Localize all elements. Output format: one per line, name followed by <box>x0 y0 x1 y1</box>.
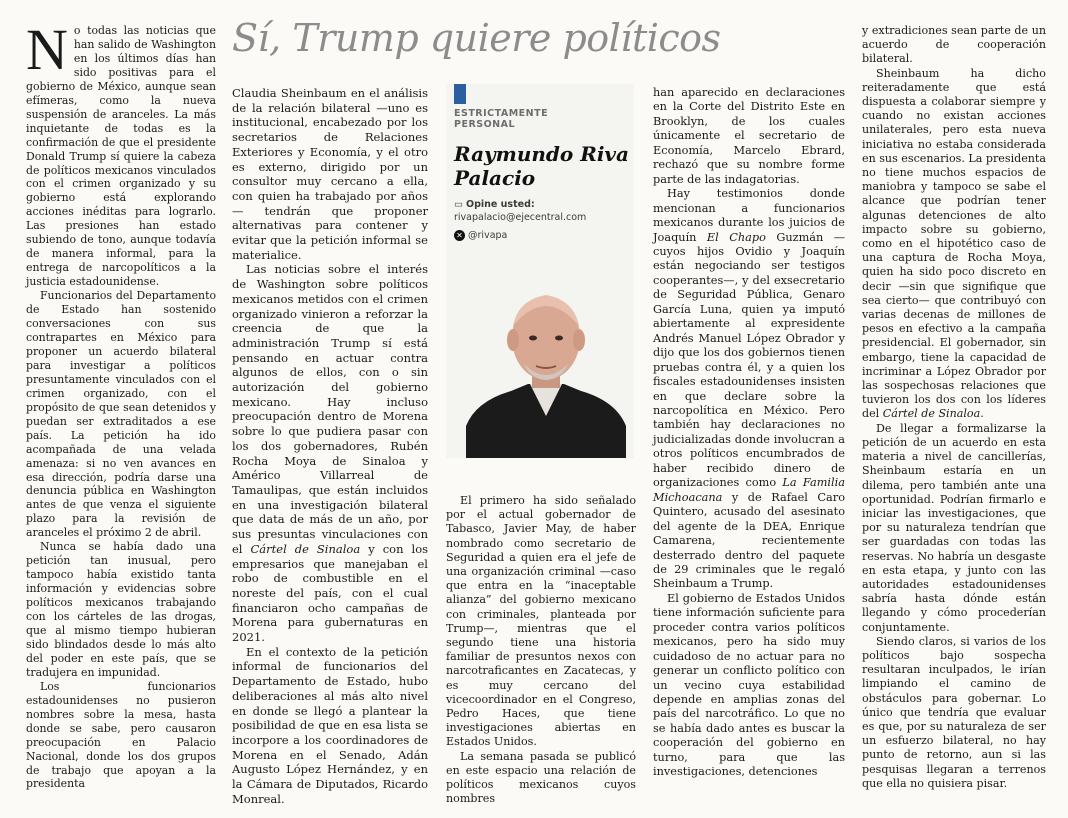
column-4 <box>653 86 845 780</box>
author-photo <box>466 266 626 458</box>
paragraph-3-2: La semana pasada se publicó en este espacio una relación de políticos mexicanos cuyos nombres <box>446 749 636 806</box>
italic-cartel-name: Cártel de Sinaloa <box>882 407 981 421</box>
italic-nickname: El Chapo <box>706 230 766 244</box>
section-marker <box>454 84 466 104</box>
drop-cap: N <box>26 17 68 82</box>
author-email[interactable]: rivapalacio@ejecentral.com <box>454 212 587 223</box>
column-3 <box>446 494 636 806</box>
paragraph-3-1: El primero ha sido señalado por el actual gobernador de Tabasco, Javier May, de haber nombrado como secretario de Seguridad a quien era el jefe de una organización criminal —caso que entra en la “inaceptable alianza” del gobierno mexicano con criminales, planteada por Trump—, mientras que el segundo tiene una historia familiar de presuntos nexos con narcotraficantes en Zacatecas, y es muy cercano del vicecoordinador en el Congreso, Pedro Haces, que tiene investigaciones abiertas en Estados Unidos. <box>446 494 636 749</box>
paragraph-1-1: No todas las noticias que han salido de Washington en los últimos días han sido positivas para el gobierno de México, aunque sean efímeras, como la nueva suspensión de aranceles. La más inquietante de todas es la confirmación de que el presidente Donald Trump sí quiere la cabeza de políticos mexicanos vinculados con el crimen organizado y su gobierno está explorando acciones inéditas para lograrlo. Las presiones han estado subiendo de tono, aunque todavía de manera informal, para la entrega de narcopolíticos a la justicia estadounidense. <box>26 17 216 289</box>
column-5 <box>862 24 1046 791</box>
paragraph-1-2: Funcionarios del Departamento de Estado han sostenido conversaciones con sus contrapartes en México para proponer un acuerdo bilateral para investigar a políticos presuntamente vinculados con el crimen organizado, con el propósito de que sean detenidos y puedan ser extraditados a ese país. La petición ha ido acompañada de una velada amenaza: si no ven avances en esa dirección, podría darse una denuncia pública en Washington antes de que venza el siguiente plazo para la revisión de aranceles el próximo 2 de abril. <box>26 289 216 540</box>
columnist-box <box>446 84 634 458</box>
x-logo-icon: ✕ <box>454 230 465 241</box>
paragraph-2-3: En el contexto de la petición informal de funcionarios del Departamento de Estado, hubo deliberaciones al más alto nivel en donde se llegó a plantear la posibilidad de que en esa lista se incorpore a los coordinadores de Morena en el Senado, Adán Augusto López Hernández, y en la Cámara de Diputados, Ricardo Monreal. <box>232 644 428 806</box>
column-1 <box>26 17 216 791</box>
paragraph-2-2: Las noticias sobre el interés de Washington sobre políticos mexicanos metidos con el crimen organizado vinieron a reforzar la creencia de que la administración Trump sí está pensando en actuar contra algunos de ellos, con o sin autorización del gobierno mexicano. Hay incluso preocupación dentro de Morena sobre lo que pudiera pasar con los dos gobernadores, Rubén Rocha Moya de Sinaloa y Américo Villarreal de Tamaulipas, que están incluidos en una investigación bilateral que data de más de un año, por sus presuntas vinculaciones con el Cártel de Sinaloa y con los empresarios que manejaban el robo de combustible en el noreste del país, con el cual financiaron ocho campañas de Morena para gubernaturas en 2021. <box>232 262 429 645</box>
paragraph-1-3: Nunca se había dado una petición tan inusual, pero tampoco había existido tanta información y evidencias sobre políticos mexicanos trabajando con los cárteles de las drogas, que al mismo tiempo hubieran sido blindados desde lo más alto del poder en este país, que se tradujera en impunidad. <box>26 540 216 679</box>
italic-cartel-name: La Familia Michoacana <box>653 476 846 504</box>
italic-cartel-name: Cártel de Sinaloa <box>250 541 361 556</box>
paragraph-4-3: El gobierno de Estados Unidos tiene información suficiente para proceder contra varios políticos mexicanos, pero ha sido muy cuidadoso de no actuar para no generar un conflicto político con un vecino cuya estabilidad depende en amplias zonas del país del narcotráfico. Lo que no se había dado antes es buscar la cooperación del gobierno en turno, para que las investigaciones, detenciones <box>653 591 845 779</box>
paragraph-5-2: Sheinbaum ha dicho reiteradamente que está dispuesta a colaborar siempre y cuando no existan acciones unilaterales, pero esta nueva iniciativa no estaba considerada en sus escenarios. La presidenta no tiene muchos espacios de maniobra y tampoco se sabe el alcance que podrían tener algunas detenciones de alto impacto sobre su gobierno, como en el hipotético caso de una captura de Rocha Moya, quien ha sido poco discreto en decir —sin que signifique que sea cierto— que contribuyó con varias decenas de millones de pesos en efectivo a la campaña presidencial. El gobernador, sin embargo, tiene la capacidad de incriminar a López Obrador por las sospechosas relaciones que tuvieron los dos con los líderes del Cártel de Sinaloa. <box>862 66 1046 421</box>
social-handle[interactable]: @rivapa <box>468 230 508 241</box>
paragraph-4-1: han aparecido en declaraciones en la Corte del Distrito Este en Brooklyn, de los cuales únicamente el secretario de Economía, Marcelo Ebrard, rechazó que su nombre forme parte de las indagatorias. <box>653 86 845 186</box>
section-label: ESTRICTAMENTE PERSONAL <box>454 108 549 130</box>
opine-label: Opine usted: <box>466 199 535 210</box>
comment-icon: ▭ <box>454 199 463 210</box>
author-name: Raymundo Riva Palacio <box>454 142 629 190</box>
social-handle-row <box>454 230 507 241</box>
paragraph-2-1: Claudia Sheinbaum en el análisis de la relación bilateral —uno es institucional, encabezado por los secretarios de Relaciones Exteriores y Economía, y el otro es externo, dirigido por un consultor muy cercano a ella, con quien ha trabajado por años— tendrán que proponer alternativas para contener y evitar que la petición informal se materialice. <box>232 86 428 262</box>
paragraph-1-4: Los funcionarios estadounidenses no pusieron nombres sobre la mesa, hasta donde se sabe, pero causaron preocupación en Palacio Nacional, donde los dos grupos de trabajo que apoyan a la presidenta <box>26 679 216 791</box>
contact-block <box>454 198 586 224</box>
paragraph-5-4: Siendo claros, si varios de los políticos bajo sospecha resultaran inculpados, le irían limpiando el camino de obstáculos para gobernar. Lo único que tendría que evaluar es que, por su naturaleza de ser un esfuerzo bilateral, no hay punto de retorno, aun si las pesquisas llegaran a terrenos que ella no quisiera pisar. <box>862 634 1046 790</box>
column-2 <box>232 86 428 806</box>
article-title: Sí, Trump quiere políticos <box>232 16 721 60</box>
paragraph-4-2: Hay testimonios donde mencionan a funcionarios mexicanos durante los juicios de Joaquín El Chapo Guzmán —cuyos hijos Ovidio y Joaquín están negociando ser testigos cooperantes—, y del exsecretario de Seguridad Pública, Genaro García Luna, quien ya imputó abiertamente al expresidente Andrés Manuel López Obrador y dijo que los dos gobiernos tienen pruebas contra él, y a quien los fiscales estadounidenses insisten en que declare sobre la narcopolítica en México. Pero también hay declaraciones no judicializadas donde involucran a otros políticos encumbrados de haber recibido dinero de organizaciones como La Familia Michoacana y de Rafael Caro Quintero, acusado del asesinato del agente de la DEA, Enrique Camarena, recientemente desterrado dentro del paquete de 29 criminales que le regaló Sheinbaum a Trump. <box>653 187 846 591</box>
paragraph-5-3: De llegar a formalizarse la petición de un acuerdo en esta materia a nivel de cancillerías, Sheinbaum estaría en un dilema, pero también ante una oportunidad. Podrían firmarlo e iniciar las investigaciones, que por su naturaleza tendrían que ser guardadas con todas las reservas. No habría un desgaste en esta etapa, y junto con las autoridades estadounidenses sabría hasta dónde están llegando y cómo procederían conjuntamente. <box>862 421 1046 634</box>
paragraph-5-1: y extradiciones sean parte de un acuerdo de cooperación bilateral. <box>862 24 1046 66</box>
